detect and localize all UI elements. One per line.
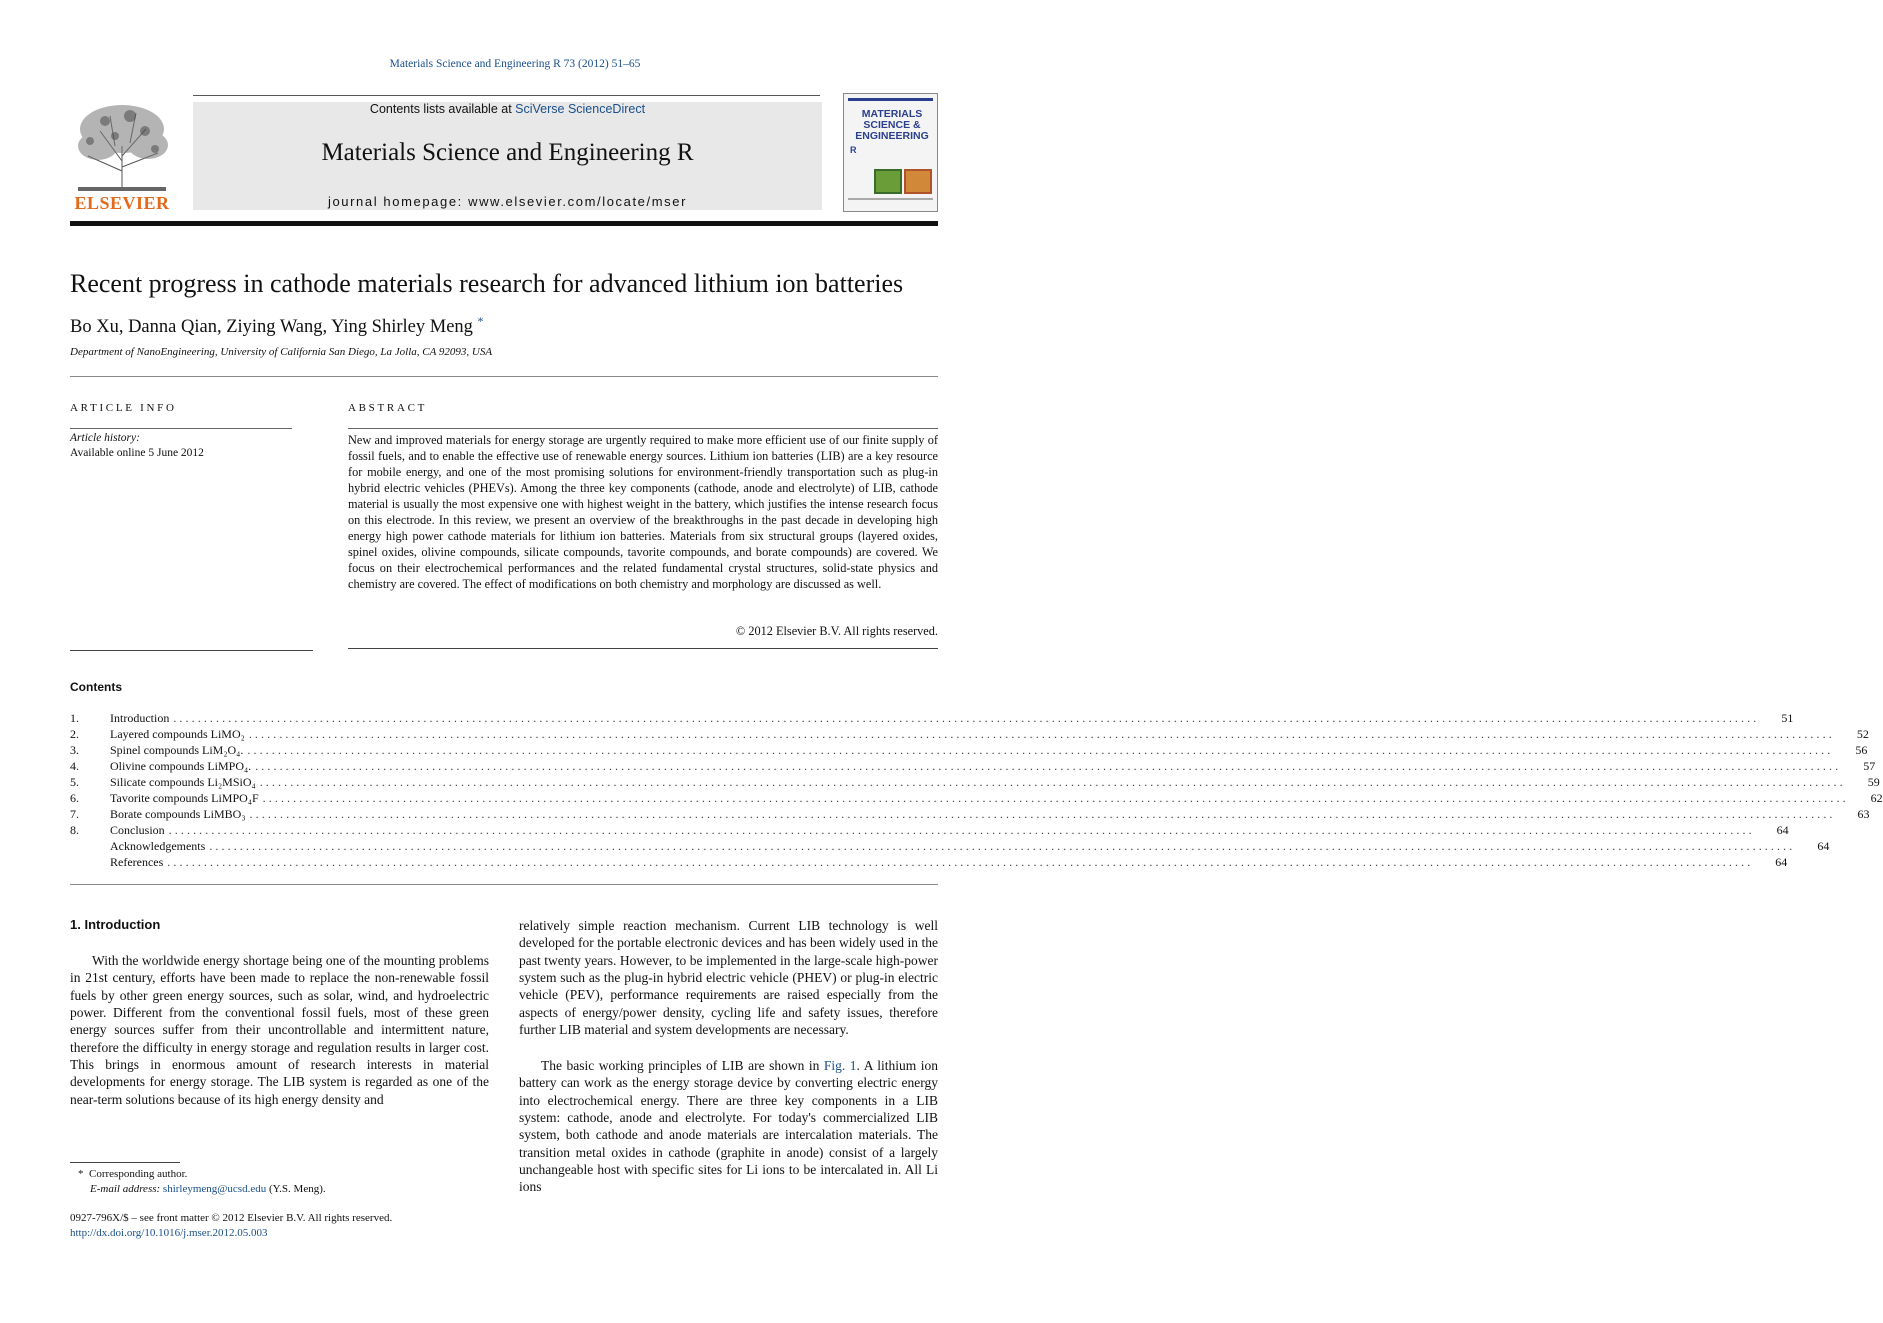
toc-entry[interactable] [70, 822, 1789, 838]
journal-citation[interactable]: Materials Science and Engineering R 73 (2012) 51–65 [389, 58, 641, 70]
toc-leader-dots: .................................................................................................................................................................................................................................................................... [259, 775, 1846, 789]
divider [70, 428, 292, 429]
contents-heading: Contents [70, 680, 122, 694]
toc-leader-dots: .................................................................................................................................................................................................................................................................... [262, 791, 1849, 805]
toc-leader-dots: .................................................................................................................................................................................................................................................................... [173, 711, 1760, 725]
toc-leader-dots: .................................................................................................................................................................................................................................................................... [247, 743, 1834, 757]
toc-title: Tavorite compounds LiMPO₄F [110, 791, 259, 805]
copyright-notice: © 2012 Elsevier B.V. All rights reserved. [735, 624, 938, 638]
email-link[interactable]: shirleymeng@ucsd.edu [162, 1183, 267, 1195]
email-label: E-mail address: [90, 1183, 163, 1195]
toc-page-number: 64 [1817, 839, 1830, 853]
toc-number: 8. [70, 823, 79, 837]
toc-number: 5. [70, 775, 79, 789]
journal-homepage[interactable]: journal homepage: www.elsevier.com/locate/mser [327, 194, 687, 209]
toc-number: 1. [70, 711, 79, 725]
toc-number: 3. [70, 743, 79, 757]
toc-page-number: 63 [1857, 807, 1870, 821]
divider [348, 428, 938, 429]
contents-prefix: Contents lists available at [369, 102, 516, 116]
toc-entry[interactable] [70, 854, 1788, 870]
toc-leader-dots: .................................................................................................................................................................................................................................................................... [168, 823, 1755, 837]
toc-title: Conclusion [110, 823, 165, 837]
history-value: Available online 5 June 2012 [70, 447, 204, 459]
toc-entry[interactable] [70, 726, 1869, 742]
cover-letter: R [850, 145, 857, 155]
figure-reference-link[interactable]: Fig. 1 [823, 1058, 857, 1073]
toc-title: Olivine compounds LiMPO₄. [110, 759, 252, 773]
toc-number [70, 838, 110, 854]
para-text: The basic working principles of LIB are shown in [541, 1058, 824, 1073]
corresponding-author-note [78, 1168, 187, 1180]
toc-page-number: 59 [1867, 775, 1880, 789]
toc-leader-dots: .................................................................................................................................................................................................................................................................... [209, 839, 1796, 853]
masthead-top-rule [193, 95, 820, 96]
toc-title: Spinel compounds LiM₂O₄. [110, 743, 244, 757]
divider [70, 884, 938, 885]
toc-page-number: 52 [1856, 727, 1869, 741]
toc-entry[interactable] [70, 806, 1870, 822]
article-title: Recent progress in cathode materials research for advanced lithium ion batteries [70, 269, 904, 298]
contents-availability [193, 102, 822, 116]
toc-title: Silicate compounds Li₂MSiO₄ [110, 775, 256, 789]
toc-number: 4. [70, 759, 79, 773]
footnote-text: Corresponding author. [89, 1168, 188, 1180]
footnote-mark: * [78, 1168, 84, 1180]
intro-paragraph-1-continued: relatively simple reaction mechanism. Current LIB technology is well developed for the portable electronic devices and has been widely used in the past twenty years. However, to be implemented in the large-scale high-power system such as the plug-in hybrid electric vehicle (PHEV) or plug-in electric vehicle (PEV), performance requirements are raised especially from the aspects of energy/power density, cycling life and safety issues, therefore further LIB material and system developments are necessary. [519, 918, 938, 1038]
footnote-rule [70, 1162, 180, 1163]
author-list [70, 314, 484, 338]
toc-leader-dots: .................................................................................................................................................................................................................................................................... [255, 759, 1842, 773]
toc-number: 6. [70, 791, 79, 805]
toc-entry[interactable] [70, 742, 1868, 758]
toc-title: Acknowledgements [110, 839, 206, 853]
toc-title: Introduction [110, 711, 170, 725]
toc-entry[interactable] [70, 838, 1830, 854]
abstract-text: New and improved materials for energy storage are urgently required to make more efficient use of our finite supply of fossil fuels, and to enable the effective use of renewable energy sources. Lithium ion batteries (LIB) are a key resource for mobile energy, and one of the most promising solutions for environment-friendly transportation such as plug-in hybrid electric vehicles (PHEVs). Among the three key components (cathode, anode and electrolyte) of LIB, cathode material is usually the most expensive one with highest weight in the battery, which justifies the intense research focus on this electrode. In this review, we present an overview of the breakthroughs in the past decade in developing high energy high power cathode materials for lithium ion batteries. Materials from six structural groups (layered oxides, spinel oxides, olivine compounds, silicate compounds, tavorite compounds, and borate compounds) are covered. We focus on their electrochemical performances and the related fundamental crystal structures, solid-state physics and chemistry are covered. The effect of modifications on both chemistry and morphology are discussed as well. [348, 433, 938, 591]
cover-title: MATERIALS SCIENCE & ENGINEERING [855, 108, 929, 142]
toc-title: Borate compounds LiMBO₃ [110, 807, 246, 821]
toc-entry[interactable] [70, 774, 1880, 790]
intro-paragraph-1: With the worldwide energy shortage being one of the mounting problems in 21st century, efforts have been made to replace the non-renewable fossil fuels by other green energy sources, such as solar, wind, and hydroelectric power. Different from the conventional fossil fuels, most of these green energy sources suffer from their uncontrollable and intermittent nature, therefore the difficulty in energy storage and regulation results in larger cost. This brings in enormous amount of research interests in material developments for energy storage. The LIB system is regarded as one of the near-term solutions because of its high energy density and [70, 953, 489, 1107]
toc-entry[interactable] [70, 758, 1876, 774]
article-info-heading: ARTICLE INFO [70, 402, 177, 414]
toc-page-number: 64 [1775, 855, 1788, 869]
history-label: Article history: [70, 432, 140, 444]
toc-number: 2. [70, 727, 79, 741]
divider [70, 376, 938, 377]
toc-leader-dots: .................................................................................................................................................................................................................................................................... [167, 855, 1754, 869]
issn-line: 0927-796X/$ – see front matter © 2012 Elsevier B.V. All rights reserved. [70, 1212, 393, 1224]
toc-page-number: 64 [1776, 823, 1789, 837]
toc-number: 7. [70, 807, 79, 821]
corresponding-author-mark[interactable]: * [477, 314, 484, 328]
toc-title: References [110, 855, 164, 869]
sciencedirect-link[interactable]: SciVerse ScienceDirect [515, 102, 646, 116]
elsevier-wordmark: ELSEVIER [74, 193, 170, 213]
authors-text: Bo Xu, Danna Qian, Ziying Wang, Ying Shirley Meng [70, 317, 473, 338]
abstract-heading: ABSTRACT [348, 402, 428, 414]
toc-number [70, 854, 110, 870]
toc-page-number: 56 [1855, 743, 1868, 757]
divider [348, 648, 938, 649]
doi-link[interactable]: http://dx.doi.org/10.1016/j.mser.2012.05.003 [70, 1227, 268, 1239]
affiliation: Department of NanoEngineering, University of California San Diego, La Jolla, CA 92093, USA [70, 346, 493, 358]
toc-page-number: 57 [1863, 759, 1876, 773]
section-heading: 1. Introduction [70, 917, 161, 932]
intro-paragraph-2 [519, 1057, 938, 1196]
masthead-bottom-rule [70, 221, 938, 226]
email-suffix: (Y.S. Meng). [266, 1183, 326, 1195]
toc-leader-dots: .................................................................................................................................................................................................................................................................... [248, 727, 1835, 741]
toc-entry[interactable] [70, 790, 1883, 806]
toc-entry[interactable] [70, 710, 1794, 726]
email-note [90, 1183, 326, 1195]
toc-page-number: 51 [1781, 711, 1794, 725]
toc-leader-dots: .................................................................................................................................................................................................................................................................... [249, 807, 1836, 821]
journal-name: Materials Science and Engineering R [321, 139, 694, 166]
para-text: . A lithium ion battery can work as the energy storage device by converting electric energy into electrochemical energy. There are three key components in a LIB system: cathode, anode and electrolyte. For today's commercialized LIB system, both cathode and anode materials are intercalation materials. The transition metal oxides in cathode (graphite in anode) consist of a largely unchangeable host with specific sites for Li ions to be intercalated in. All Li ions [519, 1058, 939, 1195]
divider [70, 650, 313, 651]
toc-title: Layered compounds LiMO₂ [110, 727, 245, 741]
toc-page-number: 62 [1870, 791, 1883, 805]
